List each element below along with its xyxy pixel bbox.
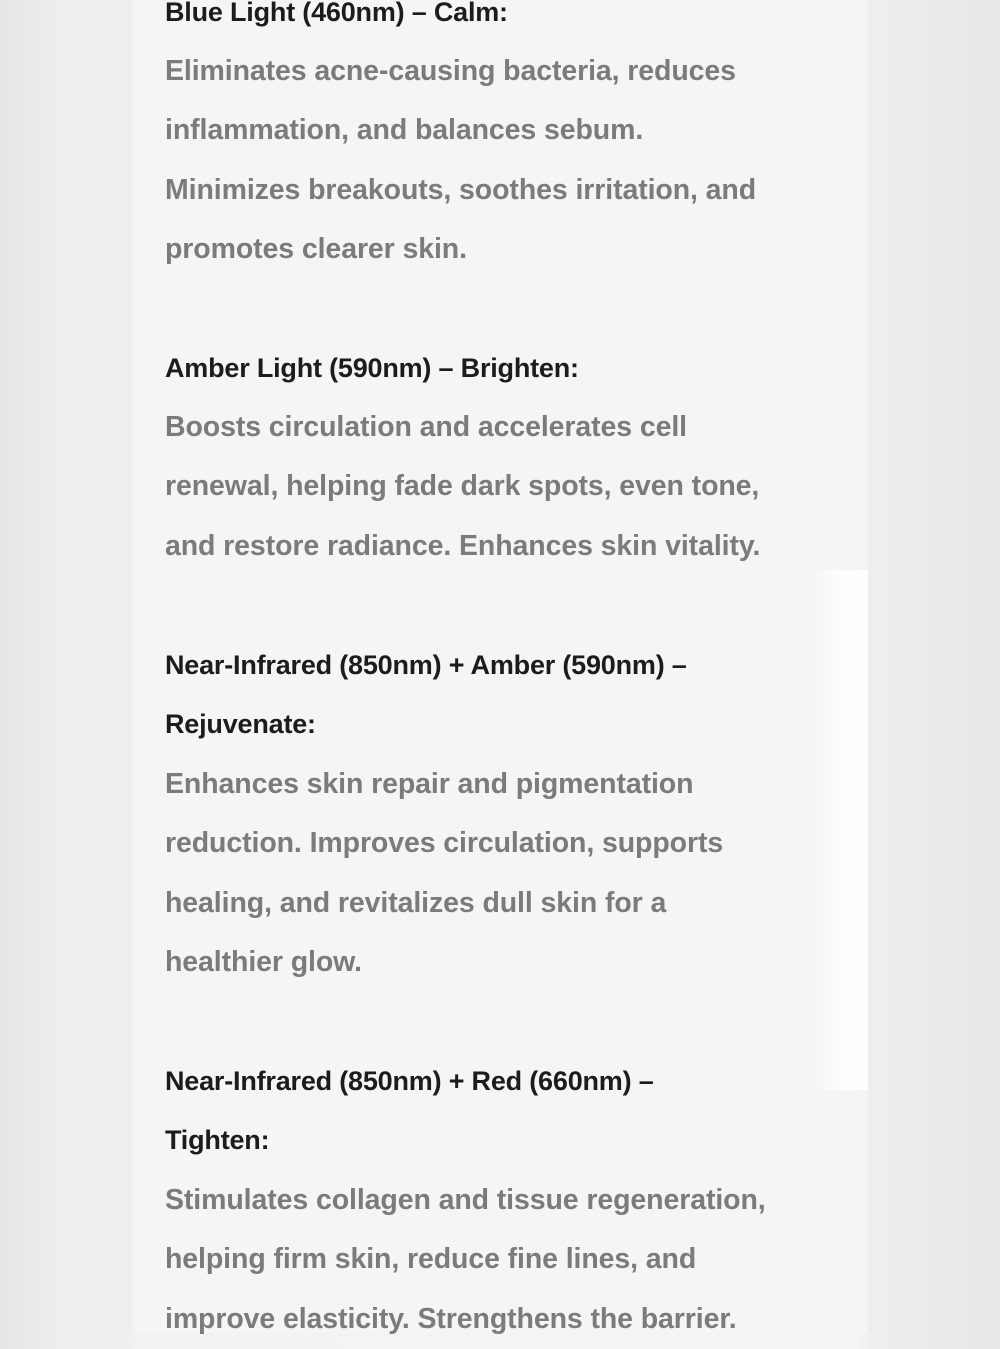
description-line: Minimizes breakouts, soothes irritation, and [165, 173, 757, 206]
heading-line: Near-Infrared (850nm) + Red (660nm) – [165, 1066, 654, 1096]
description-line: reduction. Improves circulation, supports [165, 827, 724, 860]
section-description [165, 398, 760, 576]
section-heading [165, 339, 579, 398]
heading-line: Amber Light (590nm) – Brighten: [165, 353, 579, 383]
description-line: and restore radiance. Enhances skin vitality. [165, 529, 761, 562]
screen-glare [812, 570, 868, 1090]
description-line: healing, and revitalizes dull skin for a [165, 886, 667, 919]
heading-line: Near-Infrared (850nm) + Amber (590nm) – [165, 650, 687, 680]
section-heading [165, 0, 508, 42]
description-line: improve elasticity. Strengthens the barrier. [165, 1302, 737, 1335]
description-line: healthier glow. [165, 945, 362, 978]
heading-line: Tighten: [165, 1125, 270, 1156]
description-line: renewal, helping fade dark spots, even tone, [165, 470, 760, 503]
section-heading [165, 636, 687, 755]
heading-line: Rejuvenate: [165, 709, 316, 740]
description-line: Boosts circulation and accelerates cell [165, 411, 687, 443]
section-description [165, 755, 723, 992]
description-line: helping firm skin, reduce fine lines, and [165, 1243, 697, 1276]
section-description [165, 42, 756, 279]
description-line: Enhances skin repair and pigmentation [165, 768, 694, 800]
section-description [165, 1171, 766, 1349]
heading-line: Blue Light (460nm) – Calm: [165, 0, 508, 27]
description-line: Stimulates collagen and tissue regeneration, [165, 1184, 766, 1216]
description-line: promotes clearer skin. [165, 232, 467, 265]
section-heading [165, 1052, 654, 1171]
description-line: Eliminates acne-causing bacteria, reduces [165, 55, 736, 87]
description-line: inflammation, and balances sebum. [165, 114, 644, 147]
